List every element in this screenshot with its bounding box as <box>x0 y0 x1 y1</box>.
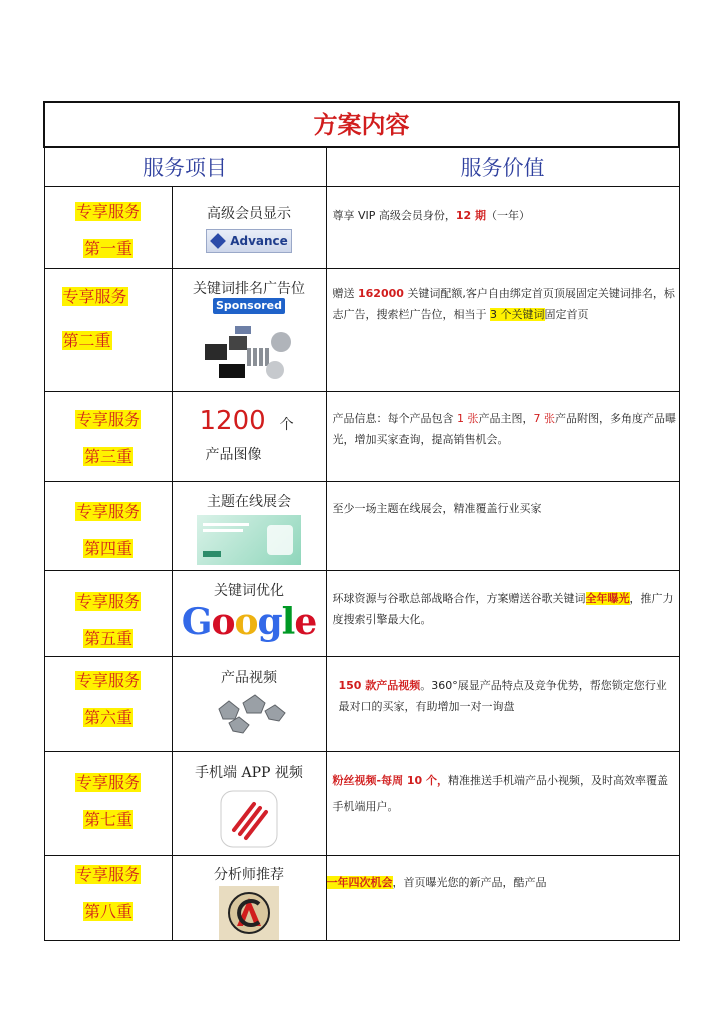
image-count: 1200 <box>199 406 266 436</box>
tier-level: 第一重 <box>83 239 132 258</box>
mobile-app-icon <box>220 790 278 848</box>
item-cell-1 <box>172 187 326 269</box>
item-cell-8 <box>172 856 326 941</box>
value-yellow-highlight: 全年曝光 <box>585 592 630 605</box>
value-highlight: 7 张 <box>533 412 555 425</box>
advance-logo-icon <box>210 233 226 249</box>
tier-cell-6 <box>44 657 172 752</box>
value-text: 赠送 <box>332 287 358 300</box>
value-text: 关键词配额,客户自由绑定首页顶展固定关键词排名，标志广告，搜索栏广告位，相当于 <box>332 287 675 321</box>
tier-label: 专享服务 <box>75 671 140 690</box>
item-name: 产品视频 <box>221 670 277 686</box>
value-highlight: 粉丝视频-每周 10 个， <box>332 774 449 787</box>
tier-label: 专享服务 <box>75 865 140 884</box>
item-name: 手机端 APP 视频 <box>195 765 303 781</box>
value-cell-8 <box>326 856 679 941</box>
value-highlight: 1 张 <box>457 412 479 425</box>
google-logo: Google <box>181 601 317 643</box>
value-text: ，首页曝光您的新产品，酷产品 <box>392 876 547 889</box>
tier-cell-1 <box>44 187 172 269</box>
value-cell-3 <box>326 392 679 482</box>
value-cell-1 <box>326 187 679 269</box>
tier-cell-7 <box>44 752 172 856</box>
value-highlight: 162000 <box>358 287 404 300</box>
tier-label: 专享服务 <box>75 410 140 429</box>
item-cell-3 <box>172 392 326 482</box>
value-highlight: 12 期 <box>455 209 487 222</box>
item-cell-6 <box>172 657 326 752</box>
value-text: 至少一场主题在线展会，精准覆盖行业买家 <box>332 502 542 515</box>
advance-badge <box>206 229 292 253</box>
value-text: 产品主图， <box>478 412 534 425</box>
tier-level: 第六重 <box>83 708 132 727</box>
tier-label: 专享服务 <box>75 202 140 221</box>
tier-cell-4 <box>44 482 172 571</box>
value-yellow-highlight: 一年四次机会 <box>326 876 393 889</box>
plan-title: 方案内容 <box>313 110 410 139</box>
value-text: 产品附图，多角度产品曝光，增加买家查询，提高销售机会。 <box>332 412 676 446</box>
value-highlight: 150 款产品视频 <box>338 679 421 692</box>
heatsink-products-image <box>199 318 299 386</box>
tier-cell-2 <box>44 269 172 392</box>
tier-label: 专享服务 <box>75 592 140 611</box>
value-cell-4 <box>326 482 679 571</box>
item-cell-2 <box>172 269 326 392</box>
item-cell-7 <box>172 752 326 856</box>
image-count-unit: 个 <box>279 417 294 433</box>
tier-label: 专享服务 <box>62 287 127 306</box>
header-item-cell <box>44 147 326 187</box>
product-video-image <box>209 689 289 735</box>
value-text: 产品信息：每个产品包含 <box>332 412 457 425</box>
value-cell-7 <box>326 752 679 856</box>
header-value-cell <box>326 147 679 187</box>
tier-level: 第三重 <box>83 447 132 466</box>
value-text: 尊享 VIP 高级会员身份， <box>332 209 456 222</box>
title-cell <box>44 102 679 147</box>
header-service-value: 服务价值 <box>460 156 545 180</box>
value-cell-2 <box>326 269 679 392</box>
tier-cell-5 <box>44 571 172 657</box>
value-yellow-highlight: 3 个关键词 <box>490 308 545 321</box>
value-text: ，推广力度搜索引擎最大化。 <box>332 592 674 626</box>
online-expo-banner <box>197 515 301 565</box>
item-name: 高级会员显示 <box>207 206 291 222</box>
tier-level: 第四重 <box>83 539 132 558</box>
item-name: 产品图像 <box>205 447 262 463</box>
tier-label: 专享服务 <box>75 502 140 521</box>
item-name: 关键词优化 <box>214 583 284 599</box>
item-cell-4 <box>172 482 326 571</box>
item-cell-5 <box>172 571 326 657</box>
tier-level: 第五重 <box>83 629 132 648</box>
value-text: 。360°展显产品特点及竞争优势，帮您锁定您行业最对口的买家，有助增加一对一询盘 <box>338 679 667 713</box>
value-text: 固定首页 <box>544 308 589 321</box>
tier-level: 第二重 <box>62 331 111 350</box>
advance-badge-label: Advance <box>230 234 288 248</box>
sponsored-badge: Sponsored <box>213 298 285 314</box>
header-service-item: 服务项目 <box>143 156 227 180</box>
item-name: 主题在线展会 <box>207 494 291 510</box>
value-cell-6 <box>326 657 679 752</box>
tier-level: 第八重 <box>83 902 132 921</box>
service-plan-table <box>43 101 680 941</box>
tier-level: 第七重 <box>83 810 132 829</box>
value-text: 精准推送手机端产品小视频，及时高效率覆盖手机端用户。 <box>332 774 669 813</box>
tier-label: 专享服务 <box>75 773 140 792</box>
value-text: 环球资源与谷歌总部战略合作，方案赠送谷歌关键词 <box>332 592 586 605</box>
value-text: （一年） <box>486 209 531 222</box>
analyst-logo-image <box>219 886 279 940</box>
tier-cell-3 <box>44 392 172 482</box>
item-name: 关键词排名广告位 <box>193 281 305 297</box>
value-cell-5 <box>326 571 679 657</box>
tier-cell-8 <box>44 856 172 941</box>
item-name: 分析师推荐 <box>214 867 284 883</box>
